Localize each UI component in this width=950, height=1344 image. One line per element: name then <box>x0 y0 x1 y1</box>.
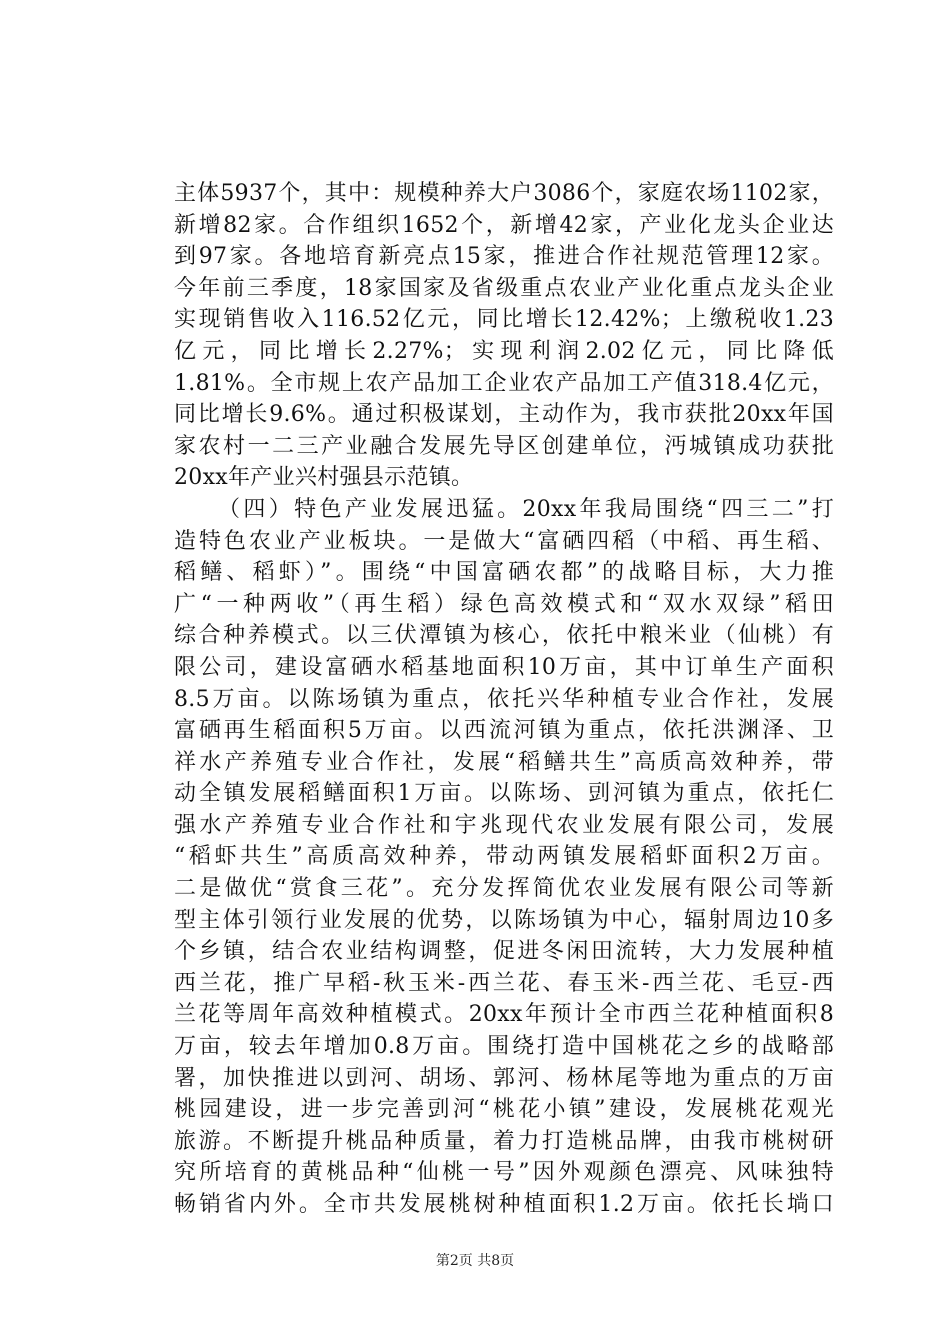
text-line: 二是做优“赏食三花”。充分发挥简优农业发展有限公司等新 <box>174 876 834 902</box>
text-line: 限公司，建设富硒水稻基地面积10万亩，其中订单生产面积 <box>174 654 834 680</box>
text-line: “稻虾共生”高质高效种养，带动两镇发展稻虾面积2万亩。 <box>174 844 834 870</box>
text-line: 广“一种两收”（再生稻）绿色高效模式和“双水双绿”稻田 <box>174 591 834 617</box>
text-line: 实现销售收入116.52亿元，同比增长12.42%；上缴税收1.23 <box>174 307 834 333</box>
text-line: 桃园建设，进一步完善剅河“桃花小镇”建设，发展桃花观光 <box>174 1097 834 1123</box>
text-line: 新增82家。合作组织1652个，新增42家，产业化龙头企业达 <box>174 212 834 238</box>
text-line: 型主体引领行业发展的优势，以陈场镇为中心，辐射周边10多 <box>174 907 834 933</box>
text-line: 旅游。不断提升桃品种质量，着力打造桃品牌，由我市桃树研 <box>174 1128 834 1154</box>
text-line: 畅销省内外。全市共发展桃树种植面积1.2万亩。依托长埫口 <box>174 1192 834 1217</box>
text-line: 主体5937个，其中：规模种养大户3086个，家庭农场1102家， <box>174 181 834 206</box>
text-line: 署，加快推进以剅河、胡场、郭河、杨林尾等地为重点的万亩 <box>174 1065 834 1091</box>
text-line: 兰花等周年高效种植模式。20xx年预计全市西兰花种植面积8 <box>174 1002 834 1028</box>
text-line: 同比增长9.6%。通过积极谋划，主动作为，我市获批20xx年国 <box>174 402 834 428</box>
text-line: 20xx年产业兴村强县示范镇。 <box>174 465 474 491</box>
text-line: 祥水产养殖专业合作社，发展“稻鳝共生”高质高效种养，带 <box>174 749 834 775</box>
text-line: 万亩，较去年增加0.8万亩。围绕打造中国桃花之乡的战略部 <box>174 1034 834 1060</box>
text-line: 富硒再生稻面积5万亩。以西流河镇为重点，依托洪渊泽、卫 <box>174 718 834 744</box>
paragraph-start-line: （四）特色产业发展迅猛。20xx年我局围绕“四三二”打 <box>218 496 834 522</box>
text-line: 究所培育的黄桃品种“仙桃一号”因外观颜色漂亮、风味独特 <box>174 1160 834 1186</box>
text-line: 家农村一二三产业融合发展先导区创建单位，沔城镇成功获批 <box>174 433 834 459</box>
text-line: 个乡镇，结合农业结构调整，促进冬闲田流转，大力发展种植 <box>174 939 834 965</box>
body-text <box>174 178 834 1221</box>
page-number-footer: 第2页 共8页 <box>435 1253 515 1269</box>
text-line: 综合种养模式。以三伏潭镇为核心，依托中粮米业（仙桃）有 <box>174 623 834 649</box>
text-line: 西兰花，推广早稻-秋玉米-西兰花、春玉米-西兰花、毛豆-西 <box>174 970 834 996</box>
text-line: 1.81%。全市规上农产品加工企业农产品加工产值318.4亿元， <box>174 370 834 396</box>
text-line: 动全镇发展稻鳝面积1万亩。以陈场、剅河镇为重点，依托仁 <box>174 781 834 807</box>
text-line: 今年前三季度，18家国家及省级重点农业产业化重点龙头企业 <box>174 275 834 301</box>
text-line: 造特色农业产业板块。一是做大“富硒四稻（中稻、再生稻、 <box>174 528 834 554</box>
text-line: 8.5万亩。以陈场镇为重点，依托兴华种植专业合作社，发展 <box>174 686 834 712</box>
text-line: 强水产养殖专业合作社和宇兆现代农业发展有限公司，发展 <box>174 812 834 838</box>
text-line: 到97家。各地培育新亮点15家，推进合作社规范管理12家。 <box>174 244 834 270</box>
text-line: 亿元，同比增长2.27%；实现利润2.02亿元，同比降低 <box>174 338 834 364</box>
text-line: 稻鳝、稻虾）”。围绕“中国富硒农都”的战略目标，大力推 <box>174 560 834 586</box>
